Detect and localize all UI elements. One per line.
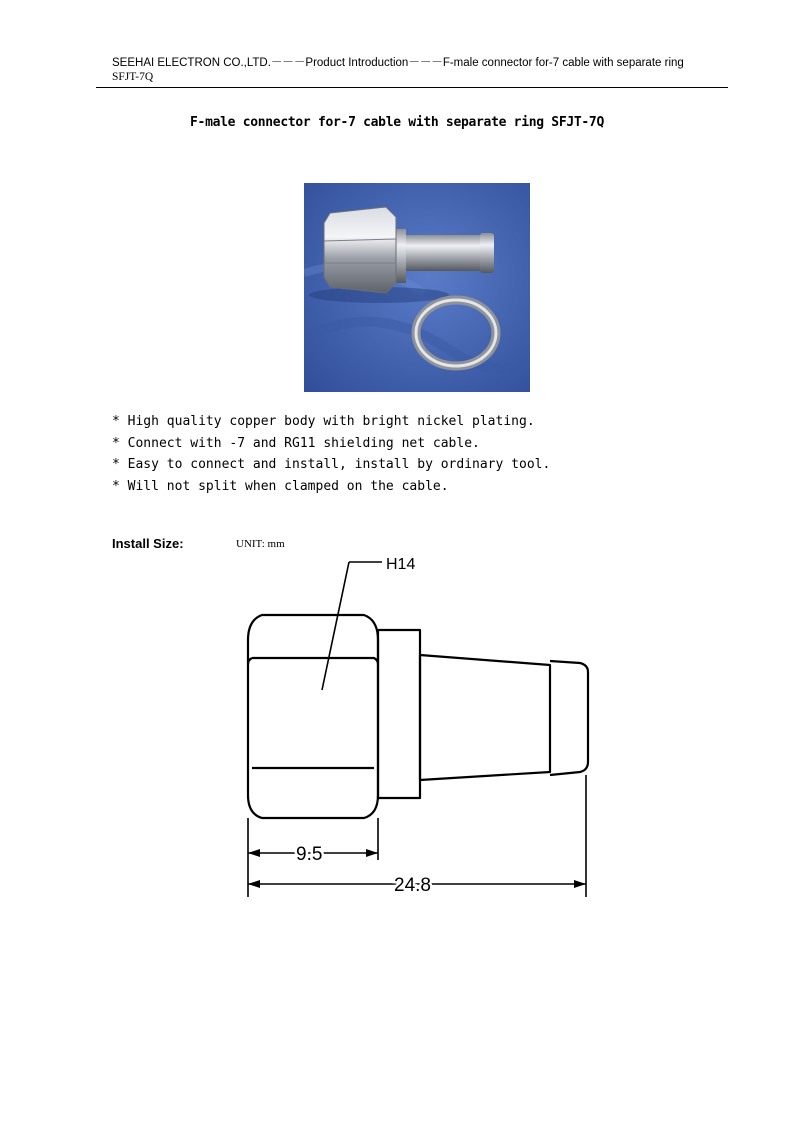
flange <box>378 630 420 798</box>
header-rule <box>96 87 728 88</box>
feature-item: * Connect with -7 and RG11 shielding net cable. <box>112 435 480 451</box>
feature-item: * Easy to connect and install, install by ordinary tool. <box>112 457 551 472</box>
product-photo <box>304 183 530 392</box>
feature-item: * High quality copper body with bright nickel plating. <box>112 414 535 429</box>
total-length-dimension: 24.8 <box>394 875 431 896</box>
page-header <box>112 56 724 84</box>
hex-size-label: H14 <box>386 556 416 573</box>
dimension-drawing <box>232 550 594 902</box>
unit-label: UNIT: mm <box>236 538 285 550</box>
dimension-arrow <box>574 880 586 888</box>
hex-nut-outline <box>248 615 378 818</box>
hex-width-dimension: 9.5 <box>296 844 323 865</box>
feature-list <box>112 411 550 497</box>
dimension-arrow <box>248 880 260 888</box>
dimension-arrow <box>248 849 260 857</box>
feature-item: * Will not split when clamped on the cable. <box>112 478 449 494</box>
hex-nut-upper-face <box>248 658 378 664</box>
header-company-line: SEEHAI ELECTRON CO.,LTD.－－－Product Introduction－－－F-male connector for-7 cable with separate ring <box>112 57 684 69</box>
barb-tip <box>550 661 588 775</box>
dimension-arrow <box>366 849 378 857</box>
barrel <box>420 655 550 780</box>
install-size-label: Install Size: <box>112 536 184 551</box>
header-model-line: SFJT-7Q <box>112 71 154 83</box>
document-title: F-male connector for-7 cable with separate ring SFJT-7Q <box>190 115 604 130</box>
